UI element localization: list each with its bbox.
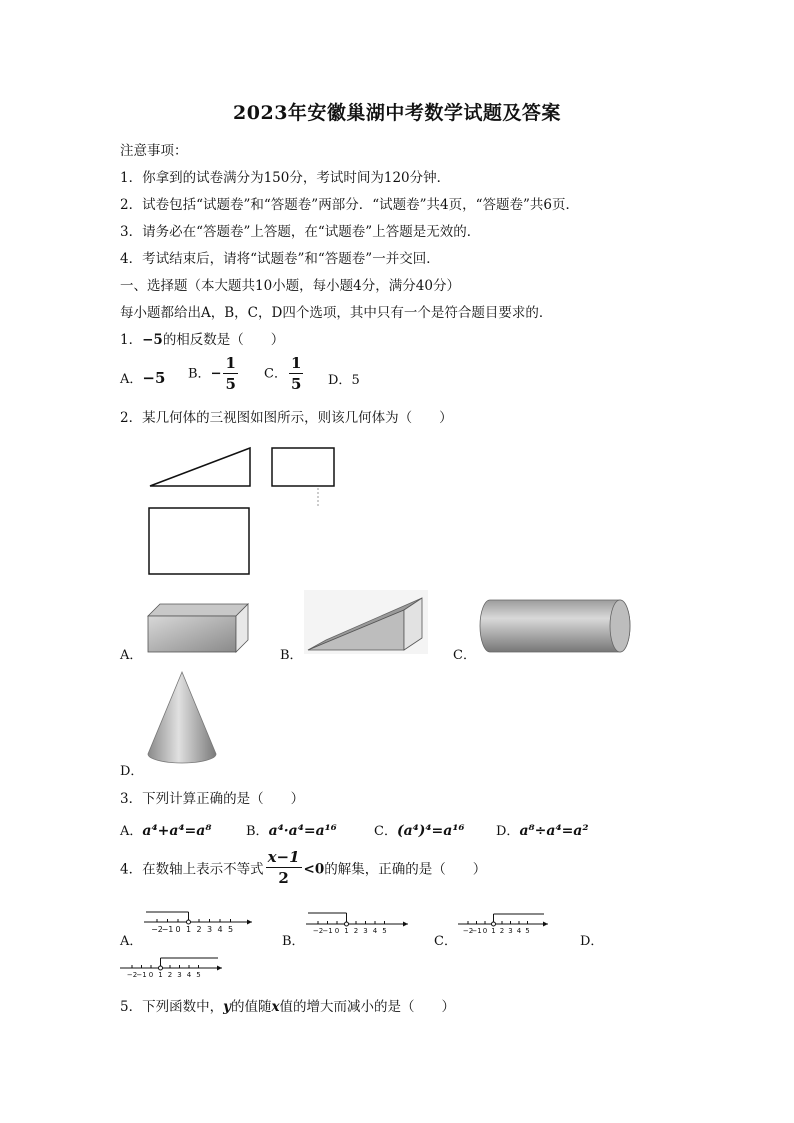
q3-option-d[interactable]: [496, 820, 589, 839]
variable-y: y: [223, 999, 231, 1015]
question-text: 的解集，正确的是（ ）: [324, 861, 487, 878]
option-expr: a⁴·a⁴=a¹⁶: [268, 823, 337, 839]
question-text: 的值随: [230, 999, 272, 1015]
tick-label: 4: [186, 971, 192, 979]
tick-label: 4: [516, 927, 522, 935]
option-value: 5: [351, 373, 360, 388]
cone-image[interactable]: [144, 668, 220, 766]
question-text: 值的增大而减小的是（ ）: [279, 999, 456, 1015]
question-text: 的相反数是（ ）: [162, 332, 285, 348]
number-line-d[interactable]: [120, 950, 224, 986]
q2-option-b-label[interactable]: B．: [280, 648, 303, 663]
section-intro: 每小题都给出A，B，C，D四个选项，其中只有一个是符合题目要求的．: [120, 305, 553, 321]
q1-option-a[interactable]: [120, 368, 165, 387]
notice-heading: 注意事项：: [120, 143, 188, 159]
fraction-numerator: 1: [290, 354, 302, 372]
number-line-a[interactable]: [144, 902, 254, 942]
question-4: [120, 848, 487, 887]
notice-item: 1．你拿到的试卷满分为150分，考试时间为120分钟．: [120, 170, 451, 186]
tick-label: 3: [177, 971, 182, 979]
option-expr: a⁸÷a⁴=a²: [519, 823, 589, 839]
tick-label: −1: [322, 927, 333, 935]
question-2: 2．某几何体的三视图如图所示，则该几何体为（ ）: [120, 410, 453, 426]
tick-label: −1: [471, 927, 482, 935]
tick-label: 1: [344, 927, 349, 935]
notice-item: 4．考试结束后，请将“试题卷”和“答题卷”一并交回．: [120, 251, 440, 267]
tick-label: 1: [158, 971, 163, 979]
tick-label: −2: [312, 927, 324, 935]
number-line-b[interactable]: [306, 906, 410, 942]
side-view-rectangle: [272, 448, 334, 486]
fraction-denominator: 5: [290, 375, 302, 393]
tick-label: 1: [491, 927, 496, 935]
fraction-denominator: 2: [278, 869, 289, 887]
tick-label: 4: [372, 927, 378, 935]
q4-option-d-label[interactable]: D．: [580, 934, 604, 949]
fraction-numerator: 1: [225, 354, 236, 372]
tick-label: −1: [161, 925, 174, 934]
notice-item: 2．试卷包括“试题卷”和“答题卷”两部分．“试题卷”共4页，“答题卷”共6页．: [120, 197, 579, 213]
q2-option-c-label[interactable]: C．: [453, 648, 476, 663]
option-label: A．: [120, 824, 143, 839]
question-3: 3．下列计算正确的是（ ）: [120, 791, 305, 807]
cuboid-image[interactable]: [144, 602, 254, 656]
tick-label: 5: [227, 925, 234, 934]
tick-label: 3: [206, 925, 213, 934]
tick-label: 4: [217, 925, 223, 934]
fraction-denominator: 5: [225, 375, 236, 393]
question-5: [120, 995, 455, 1015]
three-view-diagram: [140, 444, 340, 580]
minus-sign: −: [210, 366, 222, 382]
option-label: B．: [246, 824, 269, 839]
page-title: 2023年安徽巢湖中考数学试题及答案: [233, 102, 561, 124]
option-expr: (a⁴)⁴=a¹⁶: [396, 823, 465, 839]
option-label: D．: [328, 373, 352, 388]
question-1: [120, 328, 284, 348]
option-label: A．: [120, 372, 143, 387]
q1-option-c[interactable]: [264, 356, 305, 392]
top-view-rectangle: [149, 508, 249, 574]
tick-label: 5: [382, 927, 387, 935]
q4-option-a-label[interactable]: A．: [120, 934, 143, 949]
q2-option-d-label[interactable]: D．: [120, 764, 144, 779]
option-label: C．: [264, 366, 287, 382]
question-text: 4．在数轴上表示不等式: [120, 861, 264, 878]
q4-option-c-label[interactable]: C．: [434, 934, 457, 949]
tick-label: −2: [126, 971, 138, 979]
front-view-triangle: [150, 448, 250, 486]
tick-label: 2: [167, 971, 173, 979]
triangular-prism-image[interactable]: [304, 590, 428, 654]
q2-option-a-label[interactable]: A．: [120, 648, 143, 663]
tick-label: −2: [151, 925, 163, 934]
tick-label: 0: [148, 971, 154, 979]
section-heading: 一、选择题（本大题共10小题，每小题4分，满分40分）: [120, 278, 460, 294]
tick-label: 3: [508, 927, 513, 935]
tick-label: 0: [175, 925, 181, 934]
fraction-numerator: x−1: [267, 848, 300, 866]
math-expr: −5: [142, 332, 163, 348]
notice-item: 3．请务必在“答题卷”上答题，在“试题卷”上答题是无效的．: [120, 224, 481, 240]
option-label: D．: [496, 824, 520, 839]
variable-x: x: [271, 999, 280, 1015]
q3-option-a[interactable]: [120, 820, 211, 839]
question-text: 5．下列函数中，: [120, 999, 224, 1015]
inequality: <0: [303, 861, 325, 878]
q4-option-b-label[interactable]: B．: [282, 934, 305, 949]
tick-label: 2: [353, 927, 359, 935]
tick-label: 2: [499, 927, 505, 935]
tick-label: −1: [136, 971, 147, 979]
tick-label: 2: [196, 925, 202, 934]
tick-label: 3: [363, 927, 368, 935]
tick-label: 0: [334, 927, 340, 935]
option-expr: a⁴+a⁴=a⁸: [142, 823, 212, 839]
question-number: 1．: [120, 332, 143, 348]
option-label: C．: [374, 824, 397, 839]
tick-label: 1: [185, 925, 192, 934]
q1-option-b[interactable]: [188, 356, 240, 392]
tick-label: 5: [196, 971, 201, 979]
cylinder-image[interactable]: [478, 596, 634, 656]
q3-option-c[interactable]: [374, 820, 465, 839]
tick-label: −2: [462, 927, 474, 935]
q3-option-b[interactable]: [246, 820, 337, 839]
tick-label: 0: [482, 927, 488, 935]
option-label: B．: [188, 366, 211, 382]
q1-option-d[interactable]: [328, 369, 360, 388]
tick-label: 5: [525, 927, 530, 935]
option-value: −5: [142, 369, 166, 387]
number-line-c[interactable]: [458, 906, 550, 940]
